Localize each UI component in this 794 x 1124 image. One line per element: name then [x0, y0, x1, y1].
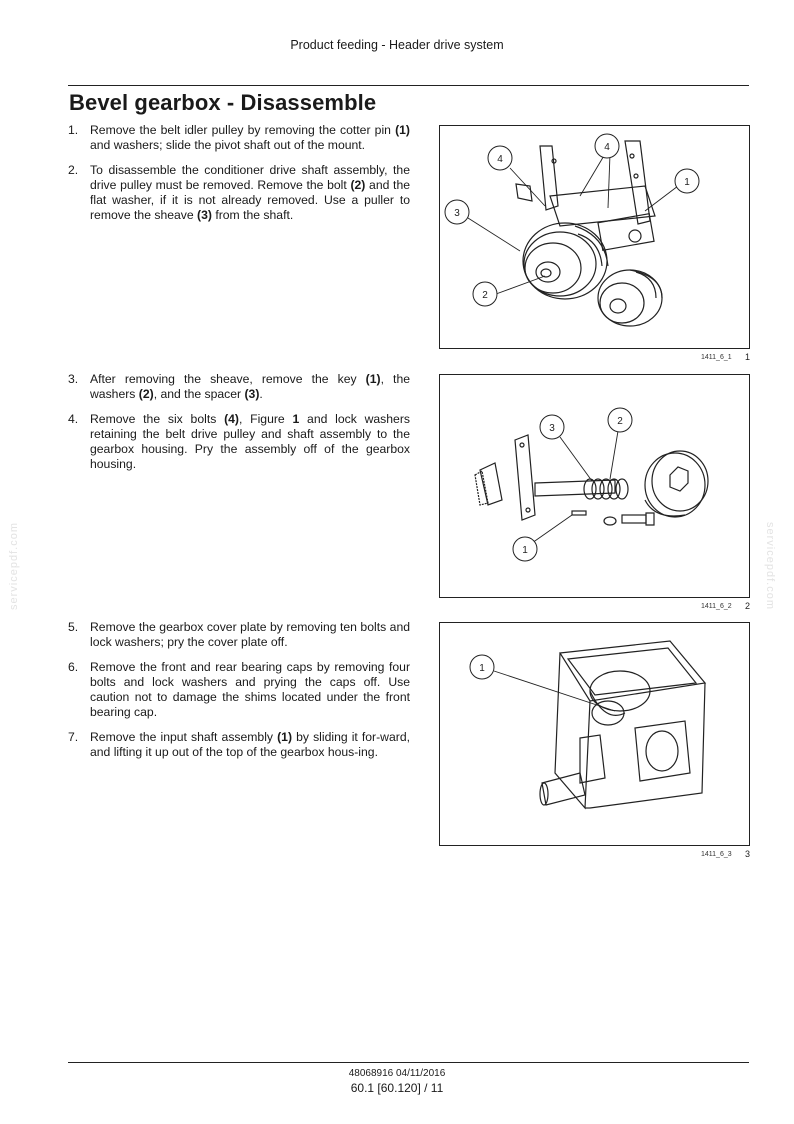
step-reference: (4)	[224, 411, 239, 426]
step-text: and the flat washer, if it is not already removed. Use a puller to remove the sheave	[90, 177, 410, 223]
step-text: by sliding it for-ward, and lifting it up out of the top of the gearbox hous-ing.	[90, 729, 410, 760]
watermark-left: servicepdf.com	[7, 522, 20, 610]
step-text: To disassemble the conditioner drive shaft assembly, the drive pulley must be removed. Remove the bolt	[90, 162, 410, 192]
figure-3-number: 3	[745, 849, 751, 859]
step-text: After removing the sheave, remove the key	[90, 372, 366, 386]
step-number: 3.	[68, 372, 79, 386]
step-reference: (2)	[350, 177, 366, 192]
step-text: Remove the input shaft assembly	[90, 729, 278, 744]
figure-2-illustration	[439, 374, 750, 598]
step-reference: 1	[292, 411, 300, 426]
step-text: Remove the front and rear bearing caps by removing four bolts and lock washers and prying the caps off. Use caution not to damage the shims located under the front bearing cap.	[90, 659, 410, 720]
step-list-group-2	[68, 372, 410, 482]
step-list-group-1	[68, 123, 410, 233]
figure-3-caption: 1411_6_3	[701, 851, 732, 858]
header-rule	[68, 85, 749, 86]
pulley-assembly-drawing	[440, 126, 749, 348]
step-item	[68, 123, 410, 154]
callout-label: 2	[617, 416, 623, 427]
figure-3-illustration	[439, 622, 750, 846]
step-text: Remove the six bolts	[90, 411, 225, 426]
document-code: 48068916 04/11/2016	[348, 1068, 446, 1079]
section-title: Bevel gearbox - Disassemble	[69, 90, 377, 115]
footer-rule	[68, 1062, 749, 1063]
step-number: 4.	[68, 411, 79, 426]
callout-label: 1	[522, 545, 528, 556]
step-text: , and the spacer	[153, 387, 245, 402]
step-reference: (3)	[197, 208, 212, 223]
figure-1-caption: 1411_6_1	[701, 354, 732, 361]
figure-2-caption: 1411_6_2	[701, 603, 732, 610]
step-number: 5.	[68, 620, 79, 634]
figure-1-illustration	[439, 125, 750, 349]
step-number: 6.	[68, 659, 79, 674]
callout-label: 4	[497, 154, 503, 165]
step-number: 7.	[68, 729, 79, 744]
step-item	[68, 163, 410, 224]
step-item	[68, 620, 410, 651]
step-number: 2.	[68, 162, 79, 177]
figure-2-number: 2	[745, 601, 751, 611]
callout-label: 4	[604, 142, 610, 153]
callout-label: 3	[454, 208, 460, 219]
figure-1-number: 1	[745, 352, 751, 362]
gearbox-housing-drawing	[440, 623, 749, 845]
step-reference: (1)	[395, 123, 410, 137]
step-text: , the washers	[90, 372, 410, 402]
step-item	[68, 372, 410, 403]
watermark-right: servicepdf.com	[763, 522, 776, 610]
callout-label: 1	[684, 177, 690, 188]
step-item	[68, 660, 410, 721]
step-reference: (2)	[138, 387, 154, 402]
step-reference: (1)	[365, 372, 381, 386]
shaft-assembly-drawing	[440, 375, 749, 597]
step-text: Remove the belt idler pulley by removing the cotter pin	[90, 123, 396, 137]
step-text: , Figure	[238, 411, 293, 426]
step-text: .	[259, 387, 263, 402]
step-list-group-3	[68, 620, 410, 769]
callout-label: 1	[479, 663, 485, 674]
step-item	[68, 730, 410, 761]
running-header: Product feeding - Header drive system	[290, 38, 504, 52]
step-text: Remove the gearbox cover plate by removing ten bolts and lock washers; pry the cover plate off.	[90, 620, 410, 650]
callout-label: 2	[482, 290, 488, 301]
step-number: 1.	[68, 123, 79, 137]
step-item	[68, 412, 410, 473]
callout-label: 3	[549, 423, 555, 434]
step-text: and lock washers retaining the belt drive pulley and shaft assembly to the gearbox housing. Pry the assembly off of the gearbox housing.	[90, 411, 410, 472]
step-text: and washers; slide the pivot shaft out of the mount.	[90, 138, 366, 153]
step-reference: (3)	[244, 387, 260, 402]
page-number: 60.1 [60.120] / 11	[350, 1081, 444, 1095]
step-reference: (1)	[277, 729, 293, 744]
step-text: from the shaft.	[211, 208, 294, 223]
